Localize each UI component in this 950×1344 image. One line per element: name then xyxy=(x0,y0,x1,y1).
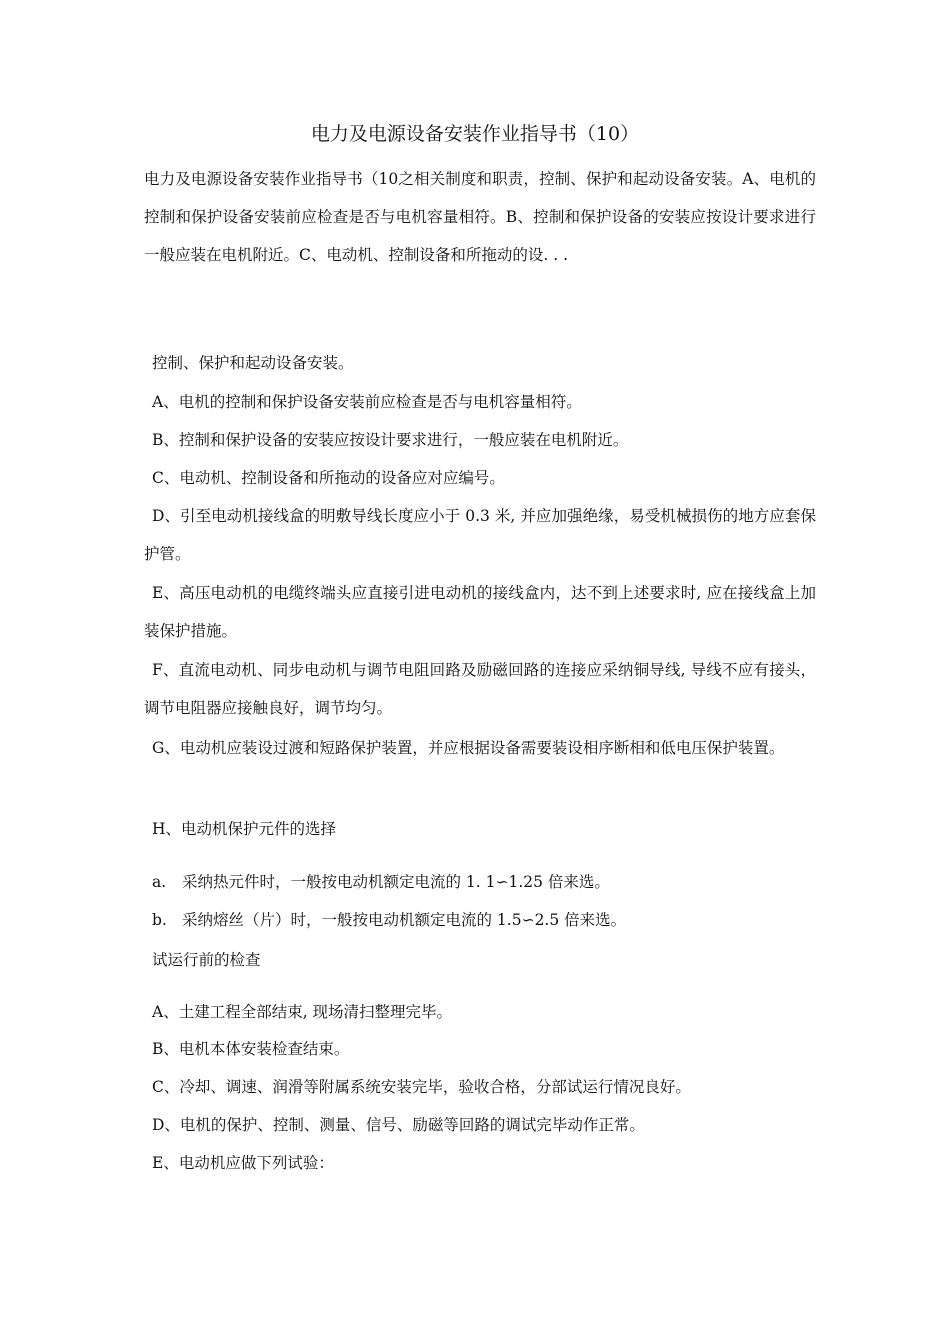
sub-item-text: 采纳热元件时，一般按电动机额定电流的 1. 1∽1.25 倍来选。 xyxy=(182,873,610,891)
section-heading-install: 控制、保护和起动设备安装。 xyxy=(152,354,354,372)
list-item: A、电机的控制和保护设备安装前应检查是否与电机容量相符。 xyxy=(152,393,582,411)
document-summary: 电力及电源设备安装作业指导书（10之相关制度和职责，控制、保护和起动设备安装。A、电机的控制和保护设备安装前应检查是否与电机容量相符。B、控制和保护设备的安装应按设计要求进行一般应装在电机附近。C、电动机、控制设备和所拖动的设. . . xyxy=(144,170,816,264)
sub-item-marker: b. xyxy=(152,911,167,929)
list-item: H、电动机保护元件的选择 xyxy=(152,820,337,838)
document-title: 电力及电源设备安装作业指导书（10） xyxy=(310,123,640,145)
sub-item-marker: a. xyxy=(152,873,167,891)
sub-item-text: 采纳熔丝（片）时，一般按电动机额定电流的 1.5∽2.5 倍来选。 xyxy=(182,911,627,929)
list-item: D、电机的保护、控制、测量、信号、励磁等回路的调试完毕动作正常。 xyxy=(152,1116,645,1134)
list-item: D、引至电动机接线盒的明敷导线长度应小于 0.3 米, 并应加强绝缘，易受机械损伤的地方应套保护管。 xyxy=(144,507,816,563)
list-item: G、电动机应装设过渡和短路保护装置，并应根据设备需要装设相序断相和低电压保护装置。 xyxy=(152,739,785,757)
list-item: C、冷却、调速、润滑等附属系统安装完毕，验收合格，分部试运行情况良好。 xyxy=(152,1078,691,1096)
sub-item xyxy=(152,901,816,939)
section-heading-precheck: 试运行前的检查 xyxy=(152,951,261,969)
list-item: C、电动机、控制设备和所拖动的设备应对应编号。 xyxy=(152,469,505,487)
list-item: E、高压电动机的电缆终端头应直接引进电动机的接线盒内，达不到上述要求时, 应在接线盒上加装保护措施。 xyxy=(144,584,816,640)
list-item: B、电机本体安装检查结束。 xyxy=(152,1040,350,1058)
list-item: F、直流电动机、同步电动机与调节电阻回路及励磁回路的连接应采纳铜导线, 导线不应有接头，调节电阻器应接触良好，调节均匀。 xyxy=(144,661,816,717)
list-item: B、控制和保护设备的安装应按设计要求进行，一般应装在电机附近。 xyxy=(152,431,629,449)
list-item: A、土建工程全部结束, 现场清扫整理完毕。 xyxy=(152,1003,453,1021)
list-item: E、电动机应做下列试验： xyxy=(152,1154,334,1172)
sub-item xyxy=(152,863,816,901)
